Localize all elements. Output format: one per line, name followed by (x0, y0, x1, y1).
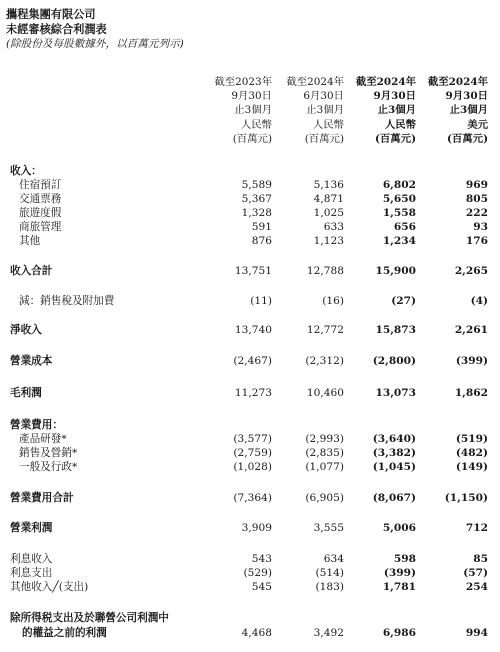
value-q3-2024-usd: 805 (465, 193, 488, 205)
value-q3-2023: 5,367 (241, 193, 272, 205)
table-row-cost-of-revenue (0, 354, 500, 368)
row-label: 銷售及營銷* (19, 447, 78, 459)
row-label: 收入： (10, 165, 42, 177)
value-q3-2023: (2,759) (233, 447, 272, 459)
value-q2-2024: (2,312) (305, 355, 344, 367)
table-row-total-revenue (0, 264, 500, 278)
row-label: 淨收入 (10, 324, 42, 336)
value-q3-2023: 13,751 (234, 265, 272, 277)
table-row-net-revenue (0, 323, 500, 337)
row-label: 交通票務 (19, 193, 62, 205)
row-label: 利息收入 (10, 553, 53, 565)
table-row (0, 460, 500, 474)
table-row (0, 192, 500, 206)
value-q3-2023: (3,577) (233, 433, 272, 445)
column-header-line: 6月30日 (303, 90, 344, 103)
table-row (0, 446, 500, 460)
column-header-line: (百萬元) (374, 132, 416, 145)
column-header-line: 止3個月 (449, 104, 488, 117)
value-q3-2024-usd: 254 (465, 581, 488, 593)
value-q3-2024-rmb: 5,006 (382, 522, 416, 534)
section-revenue-heading (0, 164, 500, 178)
value-q2-2024: 12,788 (306, 265, 344, 277)
value-q3-2024-usd: (149) (455, 461, 488, 473)
table-row-pretax-income (0, 626, 500, 640)
row-label: 其他 (19, 235, 41, 247)
value-q3-2024-usd: 712 (465, 522, 488, 534)
row-label: 利息支出 (10, 567, 53, 579)
value-q2-2024: (1,077) (305, 461, 344, 473)
value-q2-2024: 12,772 (306, 324, 344, 336)
value-q3-2024-usd: 176 (465, 235, 488, 247)
value-q3-2024-usd: 1,862 (454, 387, 488, 399)
row-label: 收入合計 (10, 265, 53, 277)
value-q3-2024-usd: 994 (465, 627, 488, 639)
row-label: 營業利潤 (10, 522, 53, 534)
column-header-line: (百萬元) (232, 132, 272, 145)
table-row-gross-profit (0, 386, 500, 400)
value-q3-2023: (529) (243, 567, 272, 579)
column-header-q3-2024-usd (420, 75, 488, 146)
value-q3-2023: (1,028) (233, 461, 272, 473)
column-header-line: 止3個月 (306, 104, 344, 117)
row-label: 旅遊度假 (19, 207, 62, 219)
value-q2-2024: (183) (315, 581, 344, 593)
table-row (0, 552, 500, 566)
value-q2-2024: (2,993) (305, 433, 344, 445)
value-q3-2024-rmb: 6,802 (382, 179, 416, 191)
column-header-q2-2024 (276, 75, 344, 146)
table-row-total-operating-expenses (0, 491, 500, 505)
value-q2-2024: 4,871 (313, 193, 344, 205)
value-q3-2023: 11,273 (234, 387, 272, 399)
value-q3-2023: 4,468 (241, 627, 272, 639)
value-q2-2024: 633 (323, 221, 344, 233)
value-q3-2023: (2,467) (233, 355, 272, 367)
column-header-line: 截至2024年 (286, 76, 344, 88)
value-q3-2024-rmb: (3,640) (372, 433, 416, 445)
value-q3-2024-rmb: 1,558 (382, 207, 416, 219)
row-label: 毛利潤 (10, 387, 42, 399)
value-q3-2023: 13,740 (234, 324, 272, 336)
value-q3-2023: 876 (251, 235, 272, 247)
row-label: 除所得税支出及於聯營公司利潤中 (10, 612, 169, 624)
company-name: 攜程集團有限公司 (6, 7, 96, 21)
column-header-q3-2024-rmb (348, 75, 416, 146)
value-q3-2024-rmb: (8,067) (372, 492, 416, 504)
column-header-line: 9月30日 (373, 90, 416, 103)
value-q2-2024: 1,123 (313, 235, 344, 247)
value-q3-2024-usd: 969 (465, 179, 488, 191)
section-operating-expenses-heading (0, 418, 500, 432)
table-row (0, 220, 500, 234)
value-q3-2024-usd: (4) (470, 295, 488, 307)
row-label: 的權益之前的利潤 (22, 627, 107, 639)
column-header-line: 人民幣 (384, 118, 416, 131)
table-row (0, 294, 500, 308)
value-q2-2024: 634 (323, 553, 344, 565)
value-q2-2024: 3,555 (313, 522, 344, 534)
value-q3-2024-rmb: (2,800) (372, 355, 416, 367)
statement-note: (除股份及每股數據外，以百萬元列示) (6, 38, 184, 50)
value-q3-2024-usd: 222 (465, 207, 488, 219)
row-label: 營業費用合計 (10, 492, 74, 504)
value-q3-2024-rmb: (27) (391, 295, 416, 307)
value-q2-2024: (2,835) (305, 447, 344, 459)
value-q2-2024: (16) (322, 295, 344, 307)
value-q3-2024-rmb: 15,900 (375, 265, 416, 277)
value-q3-2024-rmb: 656 (393, 221, 416, 233)
table-row (0, 580, 500, 594)
value-q3-2024-usd: (519) (455, 433, 488, 445)
value-q3-2024-usd: 85 (473, 553, 488, 565)
value-q3-2023: 543 (251, 553, 272, 565)
column-header-line: 9月30日 (445, 90, 488, 103)
value-q2-2024: 1,025 (313, 207, 344, 219)
value-q2-2024: (514) (315, 567, 344, 579)
row-label: 商旅管理 (19, 221, 62, 233)
value-q3-2024-rmb: 1,781 (382, 581, 416, 593)
row-label: 營業費用： (10, 419, 63, 431)
value-q3-2024-usd: (482) (455, 447, 488, 459)
value-q2-2024: 3,492 (313, 627, 344, 639)
value-q3-2024-rmb: 5,650 (382, 193, 416, 205)
column-header-line: 止3個月 (234, 104, 272, 117)
table-row (0, 234, 500, 248)
value-q3-2024-usd: 2,265 (454, 265, 488, 277)
column-header-q3-2023 (204, 75, 272, 146)
table-row-operating-income (0, 521, 500, 535)
value-q3-2023: 591 (251, 221, 272, 233)
value-q3-2024-usd: (1,150) (444, 492, 488, 504)
row-label: 營業成本 (10, 355, 53, 367)
value-q3-2024-usd: (399) (455, 355, 488, 367)
row-label: 減：銷售稅及附加費 (19, 295, 115, 307)
value-q2-2024: (6,905) (305, 492, 344, 504)
value-q3-2024-rmb: (3,382) (372, 447, 416, 459)
value-q3-2024-rmb: 598 (393, 553, 416, 565)
table-row (0, 206, 500, 220)
value-q3-2024-rmb: 15,873 (375, 324, 416, 336)
value-q3-2023: (11) (250, 295, 272, 307)
value-q3-2023: 545 (251, 581, 272, 593)
column-header-line: 截至2024年 (427, 76, 488, 88)
table-row-pretax-heading (0, 611, 500, 625)
value-q3-2024-rmb: 1,234 (382, 235, 416, 247)
value-q2-2024: 5,136 (313, 179, 344, 191)
row-label: 其他收入╱(支出) (10, 581, 89, 593)
value-q3-2024-usd: 93 (473, 221, 488, 233)
value-q3-2024-rmb: (399) (383, 567, 416, 579)
column-header-line: 止3個月 (377, 104, 416, 117)
value-q3-2024-rmb: 13,073 (375, 387, 416, 399)
column-header-line: 截至2024年 (355, 76, 416, 88)
value-q3-2024-usd: 2,261 (454, 324, 488, 336)
value-q3-2023: 1,328 (241, 207, 272, 219)
table-row (0, 178, 500, 192)
column-header-line: 截至2023年 (214, 76, 272, 88)
column-header-line: (百萬元) (304, 132, 344, 145)
row-label: 一般及行政* (19, 461, 78, 473)
column-header-line: (百萬元) (446, 132, 488, 145)
value-q3-2023: 5,589 (241, 179, 272, 191)
value-q3-2024-rmb: 6,986 (382, 627, 416, 639)
table-row (0, 432, 500, 446)
value-q3-2023: (7,364) (233, 492, 272, 504)
column-header-line: 美元 (467, 118, 488, 131)
value-q3-2023: 3,909 (241, 522, 272, 534)
row-label: 住宿預訂 (19, 179, 62, 191)
column-header-line: 人民幣 (240, 118, 272, 131)
column-header-line: 9月30日 (231, 90, 272, 103)
statement-title: 未經審核綜合利潤表 (6, 22, 107, 36)
row-label: 產品研發* (19, 433, 67, 445)
table-row (0, 566, 500, 580)
value-q3-2024-rmb: (1,045) (372, 461, 416, 473)
value-q2-2024: 10,460 (306, 387, 344, 399)
column-header-line: 人民幣 (312, 118, 344, 131)
value-q3-2024-usd: (57) (463, 567, 488, 579)
